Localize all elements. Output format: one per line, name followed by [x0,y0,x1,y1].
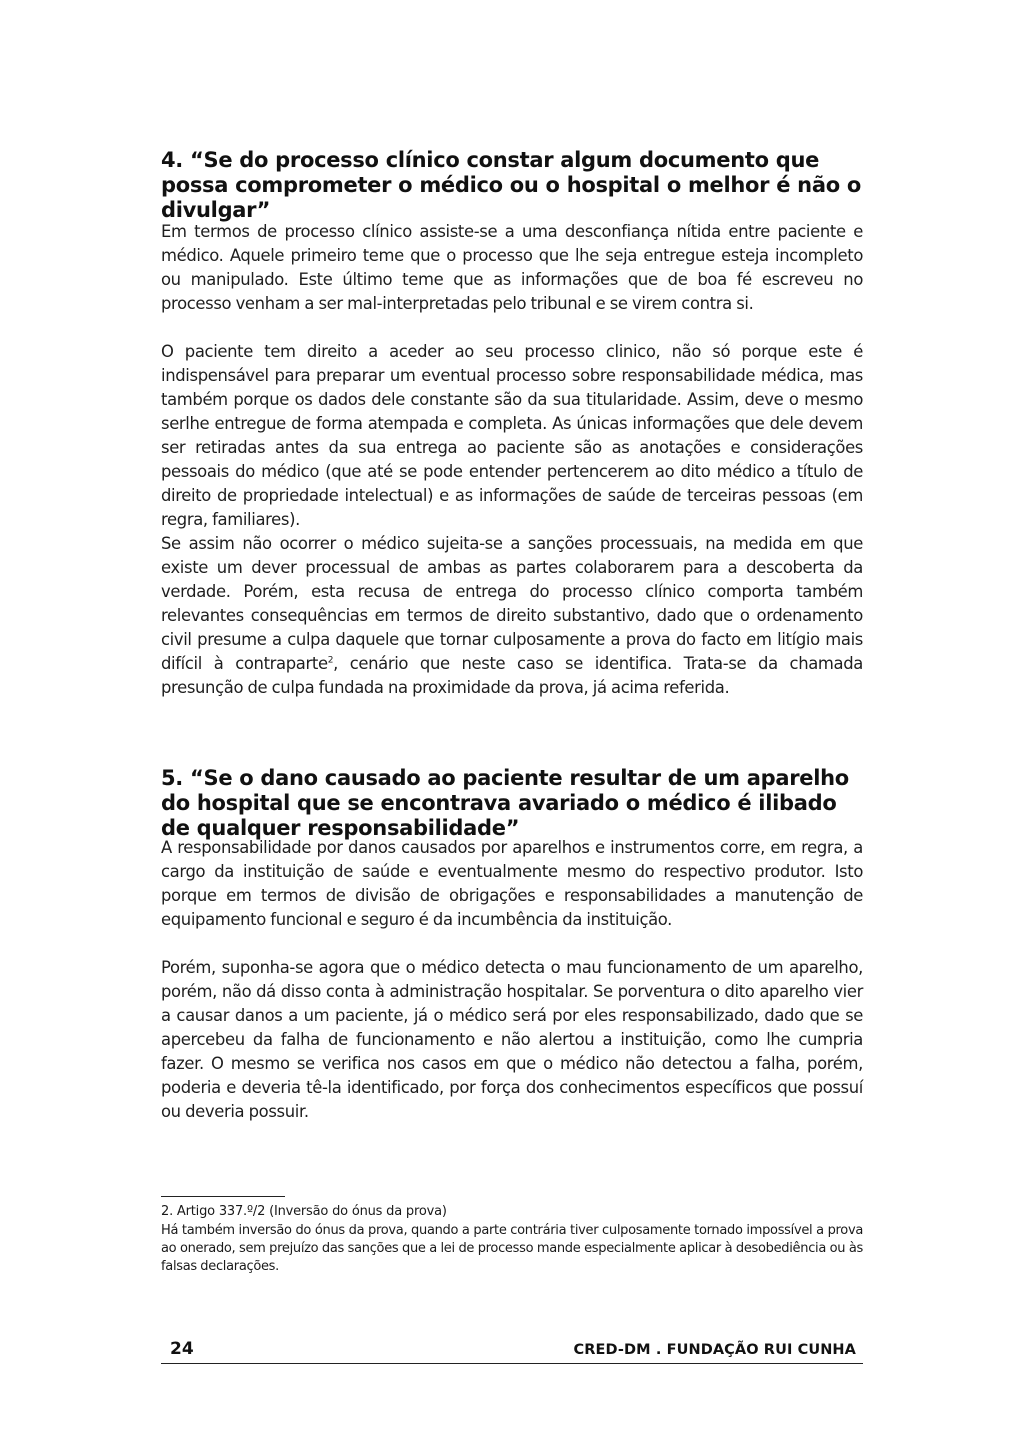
footnote-reference-mark: 2 [327,655,334,666]
section-4-paragraph-3 [161,532,863,700]
paragraph-3-text-before-note: Se assim não ocorrer o médico sujeita-se a sanções processuais, na medida em que existe um dever processual de ambas as partes colaborarem para a descoberta da verdade. Porém, esta recusa de entrega do processo clínico comporta também relevantes consequências em termos de direito substantivo, dado que o ordenamento civil presume a culpa daquele que tornar culposamente a prova do facto em litígio mais difícil à contraparte [161,534,863,673]
paragraph-3-text-after-note: , cenário que neste caso se identifica. Trata-se da chamada presunção de culpa fundada na proximidade da prova, já acima referida. [161,654,863,697]
section-4-heading: 4. “Se do processo clínico constar algum documento que possa comprometer o médico ou o hospital o melhor é não o divulgar” [161,148,861,222]
section-4-paragraph-1: Em termos de processo clínico assiste-se a uma desconfiança nítida entre paciente e médico. Aquele primeiro teme que o processo que lhe seja entregue esteja incompleto ou manipulado. Este último teme que as informações que de boa fé escreveu no processo venham a ser mal-interpretadas pelo tribunal e se virem contra si. [161,222,863,313]
footnote-heading: 2. Artigo 337.º/2 (Inversão do ónus da prova) [161,1204,447,1219]
section-5-paragraph-2: Porém, suponha-se agora que o médico detecta o mau funcionamento de um aparelho, porém, não dá disso conta à administração hospitalar. Se porventura o dito aparelho vier a causar danos a um paciente, já o médico será por eles responsabilizado, dado que se apercebeu da falha de funcionamento e não alertou a instituição, como lhe cumpria fazer. O mesmo se verifica nos casos em que o médico não detectou a falha, porém, poderia e deveria tê-la identificado, por força dos conhecimentos específicos que possuí ou deveria possuir. [161,958,863,1121]
footer-divider [161,1363,863,1364]
page-number: 24 [170,1339,194,1359]
publisher-name: CRED-DM . FUNDAÇÃO RUI CUNHA [573,1342,856,1358]
footnote-text: Há também inversão do ónus da prova, quando a parte contrária tiver culposamente tornado impossível a prova ao onerado, sem prejuízo das sanções que a lei de processo mande especialmente aplicar à desobediência ou às falsas declarações. [161,1223,863,1274]
section-4-paragraph-2: O paciente tem direito a aceder ao seu processo clinico, não só porque este é indispensável para preparar um eventual processo sobre responsabilidade médica, mas também porque os dados dele constante são da sua titularidade. Assim, deve o mesmo serlhe entregue de forma atempada e completa. As únicas informações que dele devem ser retiradas antes da sua entrega ao paciente são as anotações e considerações pessoais do médico (que até se pode entender pertencerem ao dito médico a título de direito de propriedade intelectual) e as informações de saúde de terceiras pessoas (em regra, familiares). [161,342,863,529]
footnote-divider [161,1196,285,1197]
section-5-paragraph-1: A responsabilidade por danos causados por aparelhos e instrumentos corre, em regra, a cargo da instituição de saúde e eventualmente mesmo do respectivo produtor. Isto porque em termos de divisão de obrigações e responsabilidades a manutenção de equipamento funcional e seguro é da incumbência da instituição. [161,838,863,929]
section-5-heading: 5. “Se o dano causado ao paciente resultar de um aparelho do hospital que se encontrava avariado o médico é ilibado de qualquer responsabilidade” [161,766,849,840]
